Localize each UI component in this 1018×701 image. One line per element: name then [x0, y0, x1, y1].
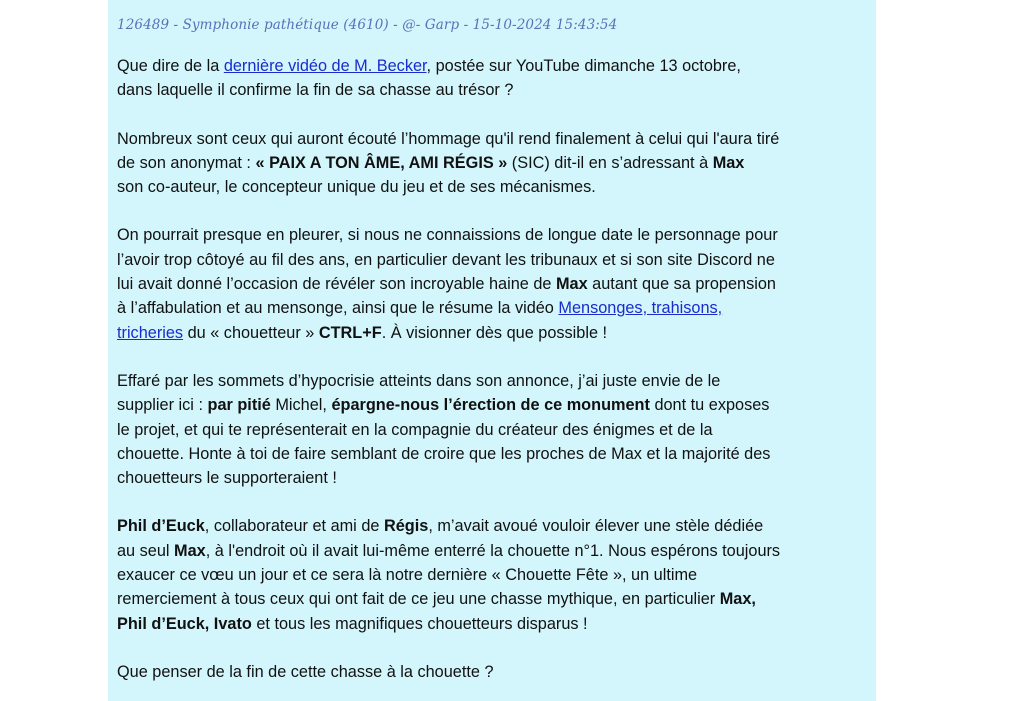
paragraph-1 [117, 54, 869, 103]
text: et tous les magnifiques chouetteurs disparus ! [251, 614, 588, 633]
text: exaucer ce vœu un jour et ce sera là notre dernière « Chouette Fête », un ultime [117, 566, 698, 585]
text: autant que sa propension [587, 275, 776, 294]
text: du « chouetteur » [183, 323, 319, 342]
text: le projet, et qui te représenterait en la compagnie du créateur des énigmes et de la [117, 420, 713, 439]
mensonges-video-link-cont[interactable]: tricheries [117, 323, 184, 342]
text: (SIC) dit-il en s’adressant à [507, 153, 713, 172]
bold-name: Phil d’Euck, Ivato [117, 614, 252, 633]
bold-name: CTRL+F [318, 323, 382, 342]
text: Que penser de la fin de cette chasse à la chouette ? [117, 662, 494, 681]
bold-quote: « PAIX A TON ÂME, AMI RÉGIS » [255, 153, 508, 172]
text: chouetteurs le supporteraient ! [117, 469, 337, 488]
bold-name: Régis [383, 517, 429, 536]
bold-name: Max [174, 541, 206, 560]
forum-post [108, 0, 876, 701]
paragraph-3 [117, 223, 869, 344]
text: lui avait donné l’occasion de révéler son incroyable haine de [117, 275, 556, 294]
text: dans laquelle il confirme la fin de sa chasse au trésor ? [117, 81, 514, 100]
text: Que dire de la [117, 57, 224, 75]
text: , collaborateur et ami de [204, 517, 384, 536]
text: Nombreux sont ceux qui auront écouté l’hommage qu'il rend finalement à celui qui l'aura tiré [117, 129, 780, 148]
text: Michel, [270, 396, 332, 415]
post-header: 126489 - Symphonie pathétique (4610) - @- Garp - 15-10-2024 15:43:54 [117, 17, 618, 33]
text: à l’affabulation et au mensonge, ainsi que le résume la vidéo [117, 299, 559, 318]
paragraph-2 [117, 127, 869, 200]
bold-text: épargne-nous l’érection de ce monument [331, 396, 650, 415]
text: , postée sur YouTube dimanche 13 octobre, [426, 57, 741, 75]
text: son co-auteur, le concepteur unique du jeu et de ses mécanismes. [117, 178, 596, 197]
text: chouette. Honte à toi de faire semblant de croire que les proches de Max et la majorité des [117, 444, 771, 463]
paragraph-6 [117, 660, 869, 684]
text: dont tu exposes [649, 396, 770, 415]
bold-name: Max [712, 153, 745, 172]
paragraph-5 [117, 514, 869, 635]
bold-text: par pitié [207, 396, 271, 415]
text: Effaré par les sommets d’hypocrisie atteints dans son annonce, j’ai juste envie de le [117, 371, 721, 390]
mensonges-video-link[interactable]: Mensonges, trahisons, [558, 299, 723, 318]
text: . À visionner dès que possible ! [381, 323, 608, 342]
text: , à l'endroit où il avait lui-même enterré la chouette n°1. Nous espérons toujours [205, 541, 781, 560]
bold-name: Phil d’Euck [117, 517, 205, 536]
text: au seul [117, 541, 175, 560]
becker-video-link[interactable]: dernière vidéo de M. Becker [223, 57, 427, 75]
text: supplier ici : [117, 396, 208, 415]
text: remerciement à tous ceux qui ont fait de ce jeu une chasse mythique, en particulier [117, 590, 720, 609]
text: On pourrait presque en pleurer, si nous ne connaissions de longue date le personnage pour [117, 226, 778, 245]
bold-name: Max, [719, 590, 756, 609]
text: , m’avait avoué vouloir élever une stèle dédiée [428, 517, 764, 536]
text: de son anonymat : [117, 153, 256, 172]
bold-name: Max [555, 275, 588, 294]
text: l’avoir trop côtoyé au fil des ans, en particulier devant les tribunaux et si son site Discord ne [117, 250, 775, 269]
paragraph-4 [117, 369, 869, 490]
